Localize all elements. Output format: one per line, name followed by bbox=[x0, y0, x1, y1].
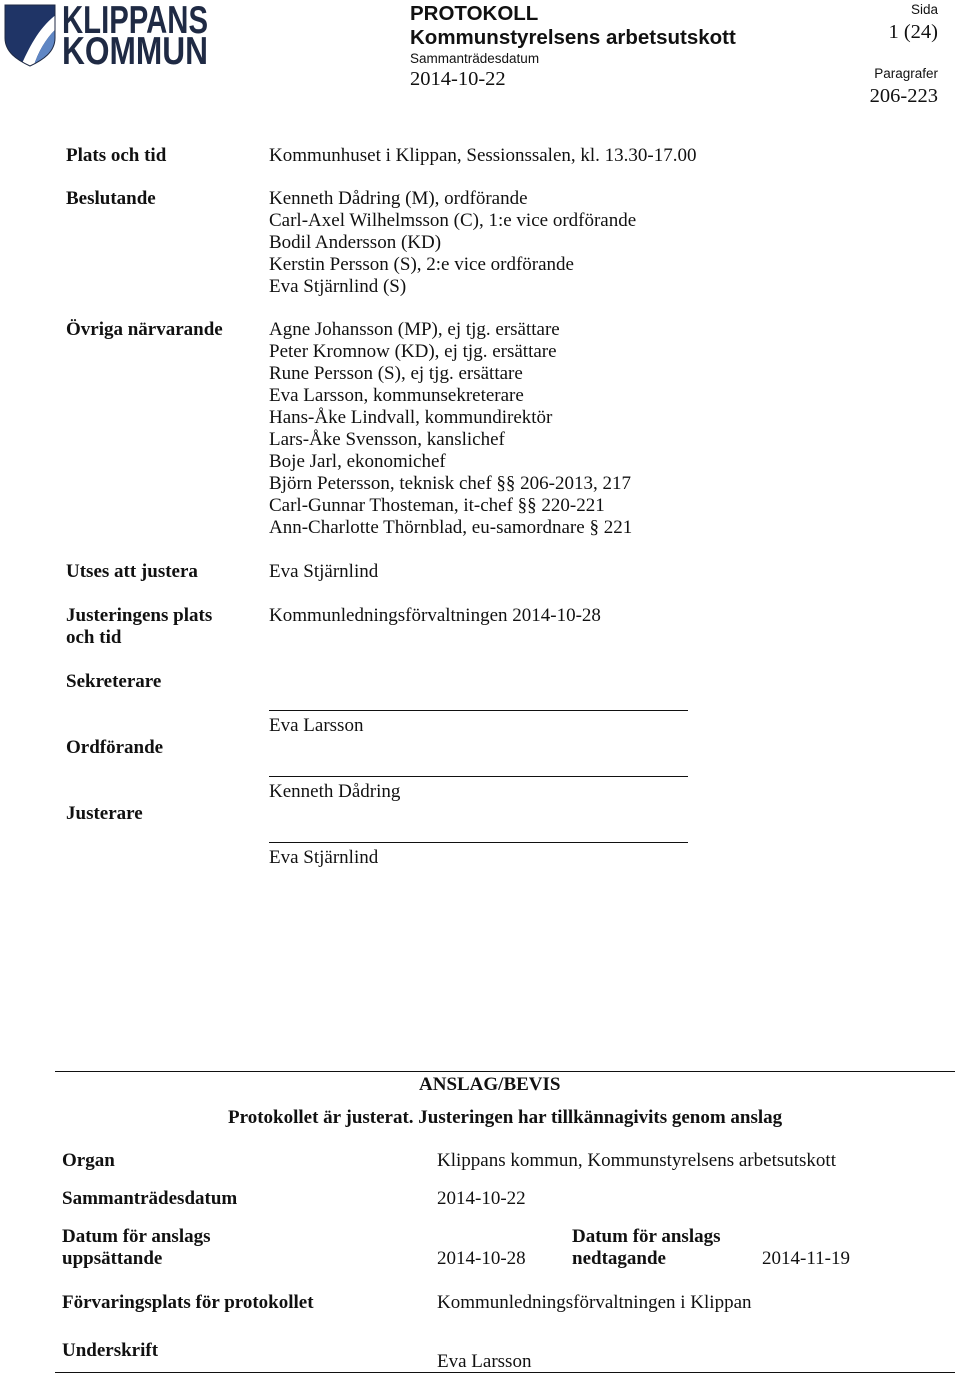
place-label: Plats och tid bbox=[66, 145, 167, 166]
organ-value: Klippans kommun, Kommunstyrelsens arbetsutskott bbox=[437, 1150, 836, 1171]
adjuster-value: Eva Stjärnlind bbox=[269, 561, 379, 582]
deciding-member: Eva Stjärnlind (S) bbox=[269, 276, 407, 297]
notice-top-divider bbox=[55, 1071, 955, 1072]
adjustment-place-label: Justeringens plats bbox=[66, 605, 213, 626]
others-present-label: Övriga närvarande bbox=[66, 319, 223, 340]
others-present-item: Carl-Gunnar Thosteman, it-chef §§ 220-221 bbox=[269, 495, 605, 516]
removed-date-label: Datum för anslags bbox=[572, 1226, 721, 1247]
deciding-member: Kenneth Dådring (M), ordförande bbox=[269, 188, 528, 209]
storage-label: Förvaringsplats för protokollet bbox=[62, 1292, 314, 1313]
others-present-item: Eva Larsson, kommunsekreterare bbox=[269, 385, 524, 406]
posted-date-label: uppsättande bbox=[62, 1248, 163, 1269]
meeting-date-label: Sammanträdesdatum bbox=[410, 51, 540, 66]
signature-line bbox=[269, 776, 688, 777]
others-present-item: Hans-Åke Lindvall, kommundirektör bbox=[269, 407, 553, 428]
removed-date-label: nedtagande bbox=[572, 1248, 666, 1269]
organ-label: Organ bbox=[62, 1150, 115, 1171]
posted-date-value: 2014-10-28 bbox=[437, 1248, 526, 1269]
place-value: Kommunhuset i Klippan, Sessionssalen, kl. 13.30-17.00 bbox=[269, 145, 697, 166]
signature-name: Kenneth Dådring bbox=[269, 781, 401, 802]
signature-role: Ordförande bbox=[66, 737, 164, 758]
others-present-item: Peter Kromnow (KD), ej tjg. ersättare bbox=[269, 341, 557, 362]
others-present-item: Rune Persson (S), ej tjg. ersättare bbox=[269, 363, 523, 384]
storage-value: Kommunledningsförvaltningen i Klippan bbox=[437, 1292, 752, 1313]
page-number: 1 (24) bbox=[888, 21, 938, 43]
municipality-logo bbox=[0, 0, 215, 73]
deciding-label: Beslutande bbox=[66, 188, 156, 209]
paragraphs-range: 206-223 bbox=[869, 85, 938, 107]
others-present-item: Boje Jarl, ekonomichef bbox=[269, 451, 446, 472]
logo-text-line1: KLIPPANS bbox=[62, 0, 208, 42]
signature-label: Underskrift bbox=[62, 1340, 159, 1361]
others-present-item: Agne Johansson (MP), ej tjg. ersättare bbox=[269, 319, 560, 340]
signature-role: Sekreterare bbox=[66, 671, 162, 692]
page-label: Sida bbox=[910, 2, 938, 17]
signature-line bbox=[269, 710, 688, 711]
signature-line bbox=[269, 842, 688, 843]
signature-value: Eva Larsson bbox=[437, 1351, 532, 1372]
signature-name: Eva Stjärnlind bbox=[269, 847, 379, 868]
deciding-member: Kerstin Persson (S), 2:e vice ordförande bbox=[269, 254, 574, 275]
deciding-member: Carl-Axel Wilhelmsson (C), 1:e vice ordförande bbox=[269, 210, 637, 231]
notice-meeting-date-label: Sammanträdesdatum bbox=[62, 1188, 238, 1209]
deciding-member: Bodil Andersson (KD) bbox=[269, 232, 442, 253]
posted-date-label: Datum för anslags bbox=[62, 1226, 211, 1247]
notice-meeting-date-value: 2014-10-22 bbox=[437, 1188, 526, 1209]
meeting-date: 2014-10-22 bbox=[410, 68, 506, 90]
signature-role: Justerare bbox=[66, 803, 143, 824]
adjustment-place-label: och tid bbox=[66, 627, 122, 648]
adjuster-label: Utses att justera bbox=[66, 561, 198, 582]
removed-date-value: 2014-11-19 bbox=[762, 1248, 850, 1269]
others-present-item: Björn Petersson, teknisk chef §§ 206-2013, 217 bbox=[269, 473, 632, 494]
notice-title: ANSLAG/BEVIS bbox=[419, 1074, 561, 1095]
paragraphs-label: Paragrafer bbox=[874, 66, 938, 81]
adjustment-place-value: Kommunledningsförvaltningen 2014-10-28 bbox=[269, 605, 601, 626]
others-present-item: Lars-Åke Svensson, kanslichef bbox=[269, 429, 505, 450]
shield-icon bbox=[0, 0, 60, 70]
logo-text-line2: KOMMUN bbox=[62, 30, 208, 73]
document-type: PROTOKOLL bbox=[410, 2, 539, 25]
others-present-item: Ann-Charlotte Thörnblad, eu-samordnare § 221 bbox=[269, 517, 633, 538]
signature-name: Eva Larsson bbox=[269, 715, 364, 736]
notice-bottom-divider bbox=[55, 1372, 955, 1373]
committee-name: Kommunstyrelsens arbetsutskott bbox=[410, 26, 736, 49]
notice-subtitle: Protokollet är justerat. Justeringen har tillkännagivits genom anslag bbox=[228, 1107, 783, 1128]
